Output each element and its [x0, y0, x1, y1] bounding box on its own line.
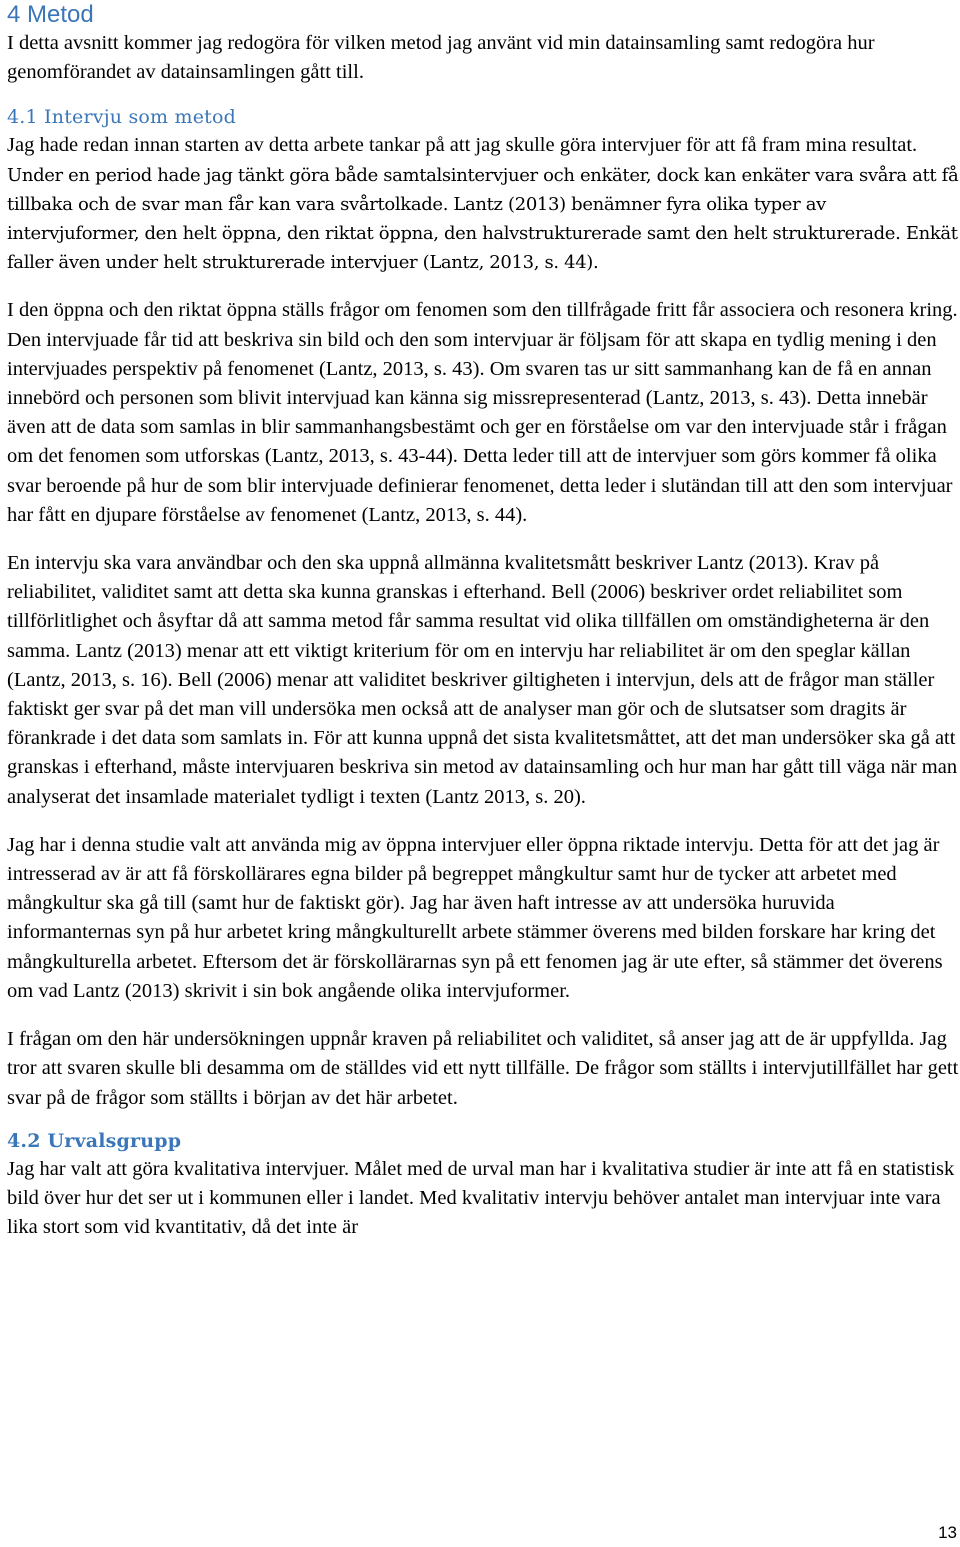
paragraph-intervju-1-c: Lantz (2013) benämner fyra olika typer av intervjuformer, den helt öppna, den riktat öppna, den halvstrukturerade samt den helt strukturerade. Enkät faller även under helt strukturerade intervjuer (Lantz, 2013, s. 44).	[7, 193, 958, 274]
section-heading: 4 Metod	[7, 1, 94, 28]
paragraph-intervju-1-a: Jag hade redan innan starten av detta arbete tankar på att jag skulle göra intervjuer för att få fram mina resultat.	[7, 134, 918, 157]
paragraph-intervju-3: En intervju ska vara användbar och den ska uppnå allmänna kvalitetsmått beskriver Lantz (2013). Krav på reliabilitet, validitet samt att detta ska kunna granskas i efterhand. Bell (2006) beskriver ordet reliabilitet som tillförlitlighet och åsyftar då att samma metod får samma resultat vid olika tillfällen om omständigheterna är den samma. Lantz (2013) menar att ett viktigt kriterium för om en intervju har reliabilitet är om den speglar källan (Lantz, 2013, s. 16). Bell (2006) menar att validitet beskriver giltigheten i intervjun, dels att de frågor man ställer faktiskt ger svar på det man vill undersöka men också att de analyser man gör och de slutsatser som dragits är förankrade i det data som samlats in. För att kunna uppnå det sista kvalitetsmåttet, att det man undersöker ska gå att granskas i efterhand, måste intervjuaren beskriva sin metod av datainsamling och hur man har gått till väga när man analyserat det insamlade materialet tydligt i texten (Lantz 2013, s. 20).	[7, 552, 958, 808]
section-intro: I detta avsnitt kommer jag redogöra för vilken metod jag använt vid min datainsamling samt redogöra hur genomförandet av datainsamlingen gått till.	[7, 32, 875, 84]
subsection-heading-4-1: 4.1 Intervju som metod	[7, 106, 237, 129]
subsection-heading-4-2: 4.2 Urvalsgrupp	[7, 1129, 182, 1152]
paragraph-intervju-4: Jag har i denna studie valt att använda mig av öppna intervjuer eller öppna riktade intervju. Detta för att det jag är intresserad av är att få förskollärares egna bilder på begreppet mångkultur samt hur de tycker att arbetet med mångkultur ska gå till (samt hur de faktiskt gör). Jag har även haft intresse av att undersöka huruvida informanternas syn på hur arbetet kring mångkulturellt arbete stämmer överens med bilden forskare har kring det mångkulturella arbetet. Eftersom det är förskollärarnas syn på ett fenomen jag är ute efter, så stämmer det överens om vad Lantz (2013) skrivit i sin bok angående olika intervjuformer.	[7, 833, 943, 1002]
document-page	[7, 0, 960, 1242]
page-number: 13	[938, 1523, 957, 1542]
paragraph-intervju-5: I frågan om den här undersökningen uppnår kraven på reliabilitet och validitet, så anser jag att de är uppfyllda. Jag tror att svaren skulle bli desamma om de ställdes vid ett nytt tillfälle. De frågor som ställts i intervjutillfället har gett svar på de frågor som ställts i början av det här arbetet.	[7, 1028, 959, 1109]
paragraph-intervju-1-b: Under en period hade jag tänkt göra både samtalsintervjuer och enkäter, dock kan enkäter vara svåra att få tillbaka och de svar man får kan vara svårtolkade.	[7, 164, 959, 215]
paragraph-urval-1: Jag har valt att göra kvalitativa intervjuer. Målet med de urval man har i kvalitativa studier är inte att få en statistisk bild över hur det ser ut i kommunen eller i landet. Med kvalitativ intervju behöver antalet man intervjuar inte vara lika stort som vid kvantitativ, då det inte är	[7, 1157, 955, 1239]
paragraph-intervju-1	[7, 131, 960, 277]
paragraph-intervju-2: I den öppna och den riktat öppna ställs frågor om fenomen som den tillfrågade fritt får associera och resonera kring. Den intervjuade får tid att beskriva sin bild och den som intervjuar är följsam för att skapa en tydlig mening i den intervjuades perspektiv på fenomenet (Lantz, 2013, s. 43). Om svaren tas ur sitt sammanhang kan de få en annan innebörd och personen som blivit intervjuad kan känna sig missrepresenterad (Lantz, 2013, s. 43). Detta innebär även att de data som samlas in blir sammanhangsbestämt och ger en förståelse om var den intervjuade står i frågan om det fenomen som utforskas (Lantz, 2013, s. 43-44). Detta leder till att de intervjuer som görs kommer få olika svar beroende på hur de som blir intervjuade definierar fenomenet, detta leder i slutändan till att den som intervjuar har fått en djupare förståelse av fenomenet (Lantz, 2013, s. 44).	[7, 299, 958, 526]
